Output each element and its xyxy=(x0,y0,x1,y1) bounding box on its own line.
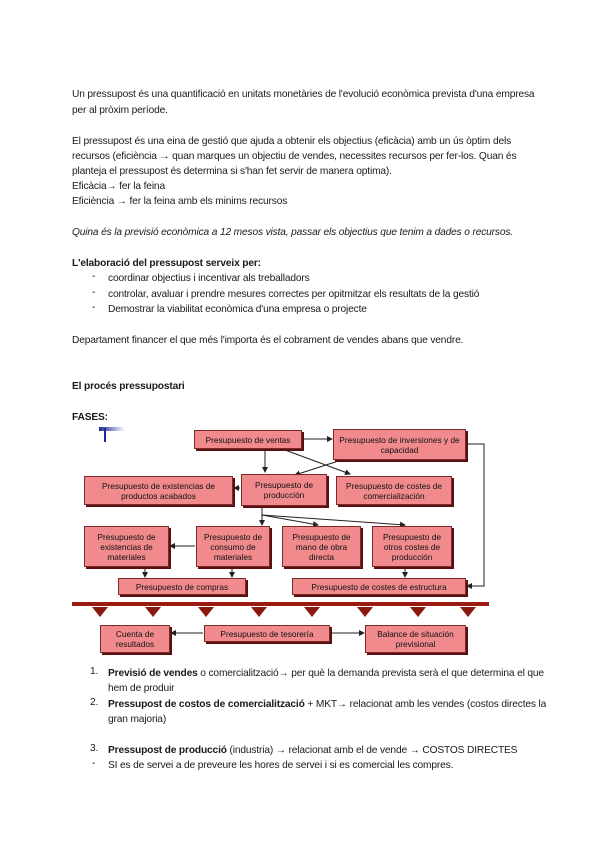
t-logo-stem xyxy=(104,428,106,442)
list-item: Demostrar la viabilitat econòmica d'una empresa o projecte xyxy=(108,304,367,315)
box-otros-costes: Presupuesto de otros costes de producción xyxy=(372,526,452,567)
box-presupuesto-produccion: Presupuesto de producción xyxy=(241,474,327,506)
process-heading: El procés pressupostari xyxy=(72,381,185,392)
flow-arrow xyxy=(145,607,161,617)
final-item: SI es de servei a de preveure les hores de servei i si es comercial les compres. xyxy=(108,760,454,771)
flow-arrow xyxy=(460,607,476,617)
flow-bar xyxy=(72,602,489,606)
box-consumo-materiales: Presupuesto de consumo de materiales xyxy=(196,526,270,567)
intro-line-2: per al pròxim període. xyxy=(72,105,168,116)
tool-line-3: planteja el pressupost és determina si s'han fet servir de manera optima). xyxy=(72,166,392,177)
numbered-item-bold: Pressupost de costos de comercialització xyxy=(108,699,305,710)
flow-arrow xyxy=(357,607,373,617)
tool-line-5: Eficiència → fer la feina amb els minims recursos xyxy=(72,196,288,207)
numbered-item xyxy=(108,697,546,712)
box-balance-situacion: Balance de situación previsional xyxy=(365,625,466,653)
intro-line-1: Un pressupost és una quantificació en unitats monetàries de l'evolució econòmica prevista d'una empresa xyxy=(72,89,535,100)
box-presupuesto-tesoreria: Presupuesto de tesorería xyxy=(204,625,330,642)
tool-line-2: recursos (eficiència → quan marques un objectiu de vendes, necessites recursos per fer-los. Quan és xyxy=(72,151,517,162)
elaboration-heading: L'elaboració del pressupost serveix per: xyxy=(72,258,261,269)
numbered-item-line2: hem de produir xyxy=(108,683,175,694)
finance-note: Departament financer el que més l'importa és el cobrament de vendes abans que vendre. xyxy=(72,335,464,346)
box-costes-estructura: Presupuesto de costes de estructura xyxy=(292,578,466,595)
numbered-item-number: 3. xyxy=(90,743,99,754)
bullet-dash: - xyxy=(92,287,96,298)
numbered-item-bold: Pressupost de producció xyxy=(108,745,227,756)
numbered-item-bold: Previsió de vendes xyxy=(108,668,198,679)
box-mano-obra: Presupuesto de mano de obra directa xyxy=(282,526,361,567)
bullet-dash: - xyxy=(92,271,96,282)
numbered-item-number: 1. xyxy=(90,666,99,677)
numbered-item-line2: gran majoria) xyxy=(108,714,167,725)
t-logo-bar xyxy=(99,427,125,431)
numbered-item xyxy=(108,743,517,758)
flow-arrow xyxy=(92,607,108,617)
flow-arrow xyxy=(410,607,426,617)
flow-arrows xyxy=(92,607,476,617)
italic-note: Quina és la previsió econòmica a 12 mesos vista, passar els objectius que tenim a dades o recursos. xyxy=(72,227,513,238)
box-presupuesto-ventas: Presupuesto de ventas xyxy=(194,430,302,449)
numbered-item-rest: o comercialització→ per què la demanda prevista serà el que determina el que xyxy=(197,668,544,679)
bullet-dash: - xyxy=(92,302,96,313)
bullet-dash: - xyxy=(92,758,96,769)
flow-arrow xyxy=(198,607,214,617)
list-item: controlar, avaluar i prendre mesures correctes per opitmitzar els resultats de la gestió xyxy=(108,289,480,300)
box-presupuesto-inversiones: Presupuesto de inversiones y de capacidad xyxy=(333,429,466,460)
flow-arrow xyxy=(251,607,267,617)
tool-line-1: El pressupost és una eina de gestió que ajuda a obtenir els objectius (eficàcia) amb un ús òptim dels xyxy=(72,136,512,147)
tool-line-4: Eficàcia→ fer la feina xyxy=(72,181,165,192)
box-presupuesto-compras: Presupuesto de compras xyxy=(118,578,246,595)
numbered-item-rest: (industria) → relacionat amb el de vende → COSTOS DIRECTES xyxy=(226,745,518,756)
phases-heading: FASES: xyxy=(72,412,108,423)
list-item: coordinar objectius i incentivar als treballadors xyxy=(108,273,310,284)
numbered-item-number: 2. xyxy=(90,697,99,708)
numbered-item-rest: + MKT→ relacionat amb les vendes (costos directes la xyxy=(304,699,547,710)
box-costes-comercializacion: Presupuesto de costes de comercialización xyxy=(336,476,452,505)
box-existencias-productos: Presupuesto de existencias de productos acabados xyxy=(84,476,233,505)
arrow-inversiones-estructura xyxy=(466,444,484,586)
numbered-item xyxy=(108,666,544,681)
arrow-branch-otros xyxy=(262,515,405,525)
flow-arrow xyxy=(304,607,320,617)
box-cuenta-resultados: Cuenta de resultados xyxy=(100,625,170,653)
box-existencias-materiales: Presupuesto de existencias de materiales xyxy=(84,526,169,567)
